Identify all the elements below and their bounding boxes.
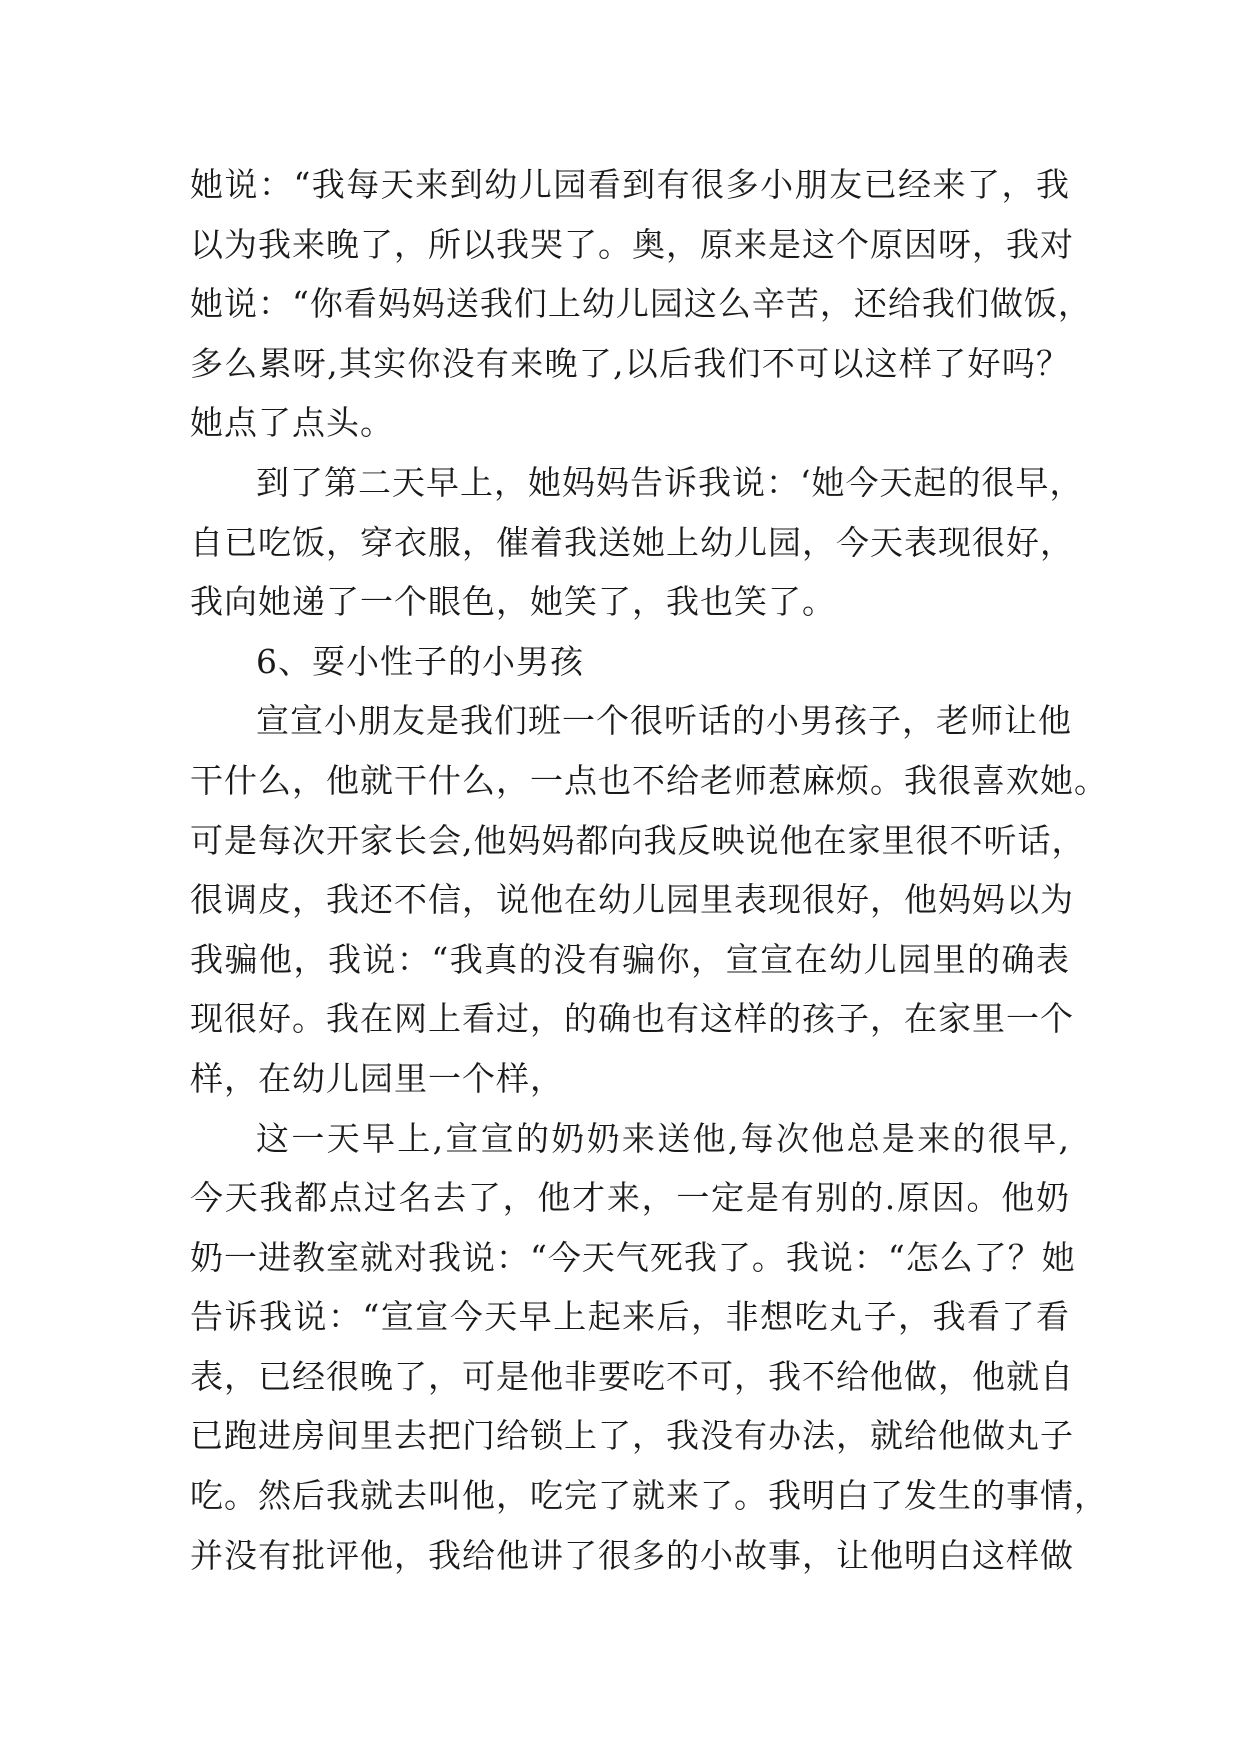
text-line: 并没有批评他，我给他讲了很多的小故事，让他明白这样做 bbox=[190, 1535, 1074, 1575]
paragraph-first-line: 这一天早上,宣宣的奶奶来送他,每次他总是来的很早, bbox=[256, 1118, 1070, 1158]
text-line: 自已吃饭，穿衣服，催着我送她上幼儿园，今天表现很好， bbox=[190, 522, 1074, 562]
text-line: 很调皮，我还不信，说他在幼儿园里表现很好，他妈妈以为 bbox=[190, 880, 1074, 920]
text-line: 我骗他，我说：“我真的没有骗你，宣宣在幼儿园里的确表 bbox=[190, 939, 1070, 979]
paragraph-first-line: 宣宣小朋友是我们班一个很听话的小男孩子，老师让他 bbox=[256, 701, 1072, 741]
text-line: 吃。然后我就去叫他，吃完了就来了。我明白了发生的事情， bbox=[190, 1476, 1108, 1516]
text-line: 干什么，他就干什么，一点也不给老师惹麻烦。我很喜欢她。 bbox=[190, 760, 1108, 800]
text-line: 她说：“我每天来到幼儿园看到有很多小朋友已经来了，我 bbox=[190, 165, 1070, 204]
text-line: 奶一进教室就对我说：“今天气死我了。我说：“怎么了？她 bbox=[190, 1237, 1076, 1277]
text-line: 以为我来晚了，所以我哭了。奥，原来是这个原因呀，我对 bbox=[190, 224, 1074, 264]
paragraph-first-line: 到了第二天早上，她妈妈告诉我说：‘她今天起的很早， bbox=[256, 462, 1084, 502]
section-heading: 6、耍小性子的小男孩 bbox=[256, 641, 584, 681]
text-line: 今天我都点过名去了，他才来，一定是有别的.原因。他奶 bbox=[190, 1178, 1070, 1218]
text-line: 我向她递了一个眼色，她笑了，我也笑了。 bbox=[190, 582, 836, 622]
text-line: 表，已经很晚了，可是他非要吃不可，我不给他做，他就自 bbox=[190, 1356, 1074, 1396]
text-line: 告诉我说：“宣宣今天早上起来后，非想吃丸子，我看了看 bbox=[190, 1297, 1070, 1337]
text-line: 她说：“你看妈妈送我们上幼儿园这么辛苦，还给我们做饭， bbox=[190, 284, 1092, 324]
text-line: 可是每次开家长会,他妈妈都向我反映说他在家里很不听话， bbox=[190, 820, 1086, 860]
text-line: 现很好。我在网上看过，的确也有这样的孩子，在家里一个 bbox=[190, 999, 1074, 1039]
text-line: 样，在幼儿园里一个样， bbox=[190, 1058, 564, 1098]
text-line: 她点了点头。 bbox=[190, 403, 394, 443]
text-line: 多么累呀,其实你没有来晚了,以后我们不可以这样了好吗？ bbox=[190, 343, 1070, 383]
text-line: 已跑进房间里去把门给锁上了，我没有办法，就给他做丸子 bbox=[190, 1416, 1074, 1456]
body-text bbox=[190, 155, 1108, 1585]
